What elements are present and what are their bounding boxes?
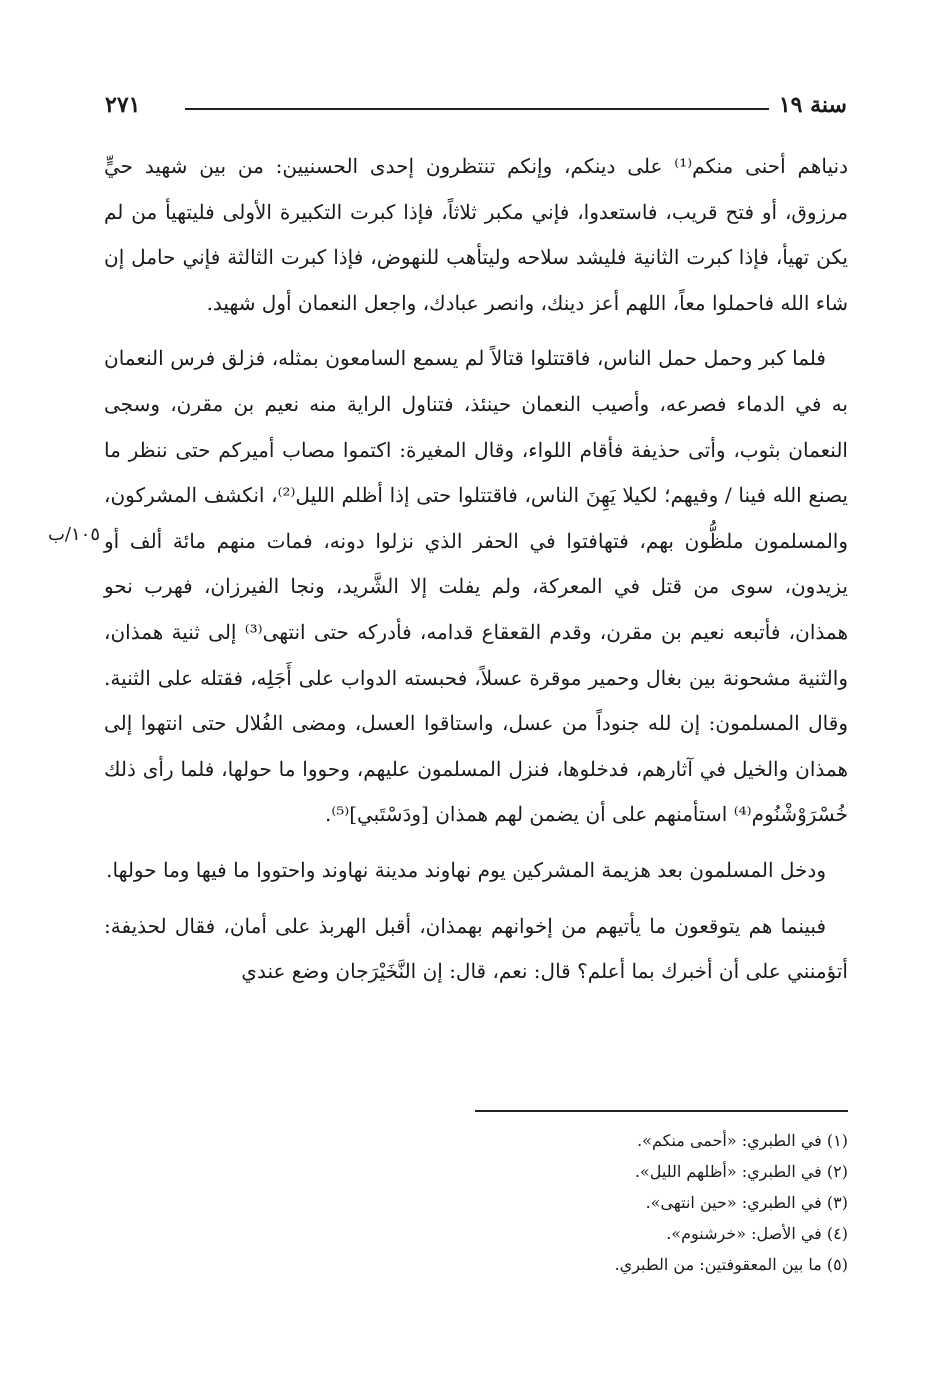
page-header bbox=[105, 88, 847, 122]
footnote: (٣) في الطبري: «حين انتهى». bbox=[645, 1193, 848, 1212]
paragraph: ودخل المسلمون بعد هزيمة المشركين يوم نهاوند مدينة نهاوند واحتووا ما فيها وما حولها. bbox=[106, 857, 826, 882]
main-text bbox=[104, 144, 848, 995]
paragraph: فبينما هم يتوقعون ما يأتيهم من إخوانهم بهمذان، أقبل الهربذ على أمان، فقال لحذيفة: أتؤمنني على أن أخبرك بما أعلم؟ قال: نعم، قال: إن النَّخَيْرَجان وضع عندي bbox=[104, 913, 848, 984]
footnote: (٤) في الأصل: «خرشنوم». bbox=[666, 1224, 848, 1243]
footnote: (٥) ما بين المعقوفتين: من الطبري. bbox=[614, 1255, 848, 1274]
paragraph: دنياهم أحنى منكم⁽¹⁾ على دينكم، وإنكم تنتظرون إحدى الحسنيين: من بين شهيد حيٍّ مرزوق، أو فتح قريب، فاستعدوا، فإني مكبر ثلاثاً، فإذا كبرت التكبيرة الأولى فليتهيأ من لم يكن تهيأ، فإذا كبرت الثانية فليشد سلاحه وليتأهب للنهوض، فإذا كبرت الثالثة فإني حامل إن شاء الله فاحملوا معاً، اللهم أعز دينك، وانصر عبادك، واجعل النعمان أول شهيد. bbox=[104, 154, 848, 315]
header-rule bbox=[185, 108, 769, 110]
footnote: (٢) في الطبري: «أظلهم الليل». bbox=[634, 1162, 848, 1181]
page-number: ٢٧١ bbox=[105, 92, 141, 118]
footnote: (١) في الطبري: «أحمى منكم». bbox=[637, 1131, 848, 1150]
footnote-separator bbox=[475, 1110, 848, 1112]
running-title: سنة ١٩ bbox=[778, 92, 847, 118]
manuscript-folio-note: ١٠٥/ب bbox=[47, 524, 100, 545]
footnotes bbox=[348, 1125, 848, 1280]
paragraph: فلما كبر وحمل حمل الناس، فاقتتلوا قتالاً لم يسمع السامعون بمثله، فزلق فرس النعمان به في الدماء فصرعه، وأصيب النعمان حينئذ، فتناول الراية منه نعيم بن مقرن، وسجى النعمان بثوب، وأتى حذيفة فأقام اللواء، وقال المغيرة: اكتموا مصاب أميركم حتى ننظر ما يصنع الله فينا / وفيهم؛ لكيلا يَهِنَ الناس، فاقتتلوا حتى إذا أظلم الليل⁽²⁾، انكشف المشركون، والمسلمون ملظُّون بهم، فتهافتوا في الحفر الذي نزلوا دونه، فمات منهم مائة ألف أو يزيدون، سوى من قتل في المعركة، ولم يفلت إلا الشَّريد، ونجا الفيرزان، فهرب نحو همذان، فأتبعه نعيم بن مقرن، وقدم القعقاع قدامه، فأدركه حتى انتهى⁽³⁾ إلى ثنية همذان، والثنية مشحونة بين بغال وحمير موقرة عسلاً، فحبسته الدواب على أَجَلِه، فقتله على الثنية. وقال المسلمون: إن لله جنوداً من عسل، واستاقوا العسل، ومضى الفُلال حتى انتهوا إلى همذان والخيل في آثارهم، فدخلوها، فنزل المسلمون عليهم، وحووا ما حولها، فلما رأى ذلك خُسْرَوْشْنُوم⁽⁴⁾ استأمنهم على أن يضمن لهم همذان [ودَسْتَبي]⁽⁵⁾. bbox=[104, 346, 848, 827]
